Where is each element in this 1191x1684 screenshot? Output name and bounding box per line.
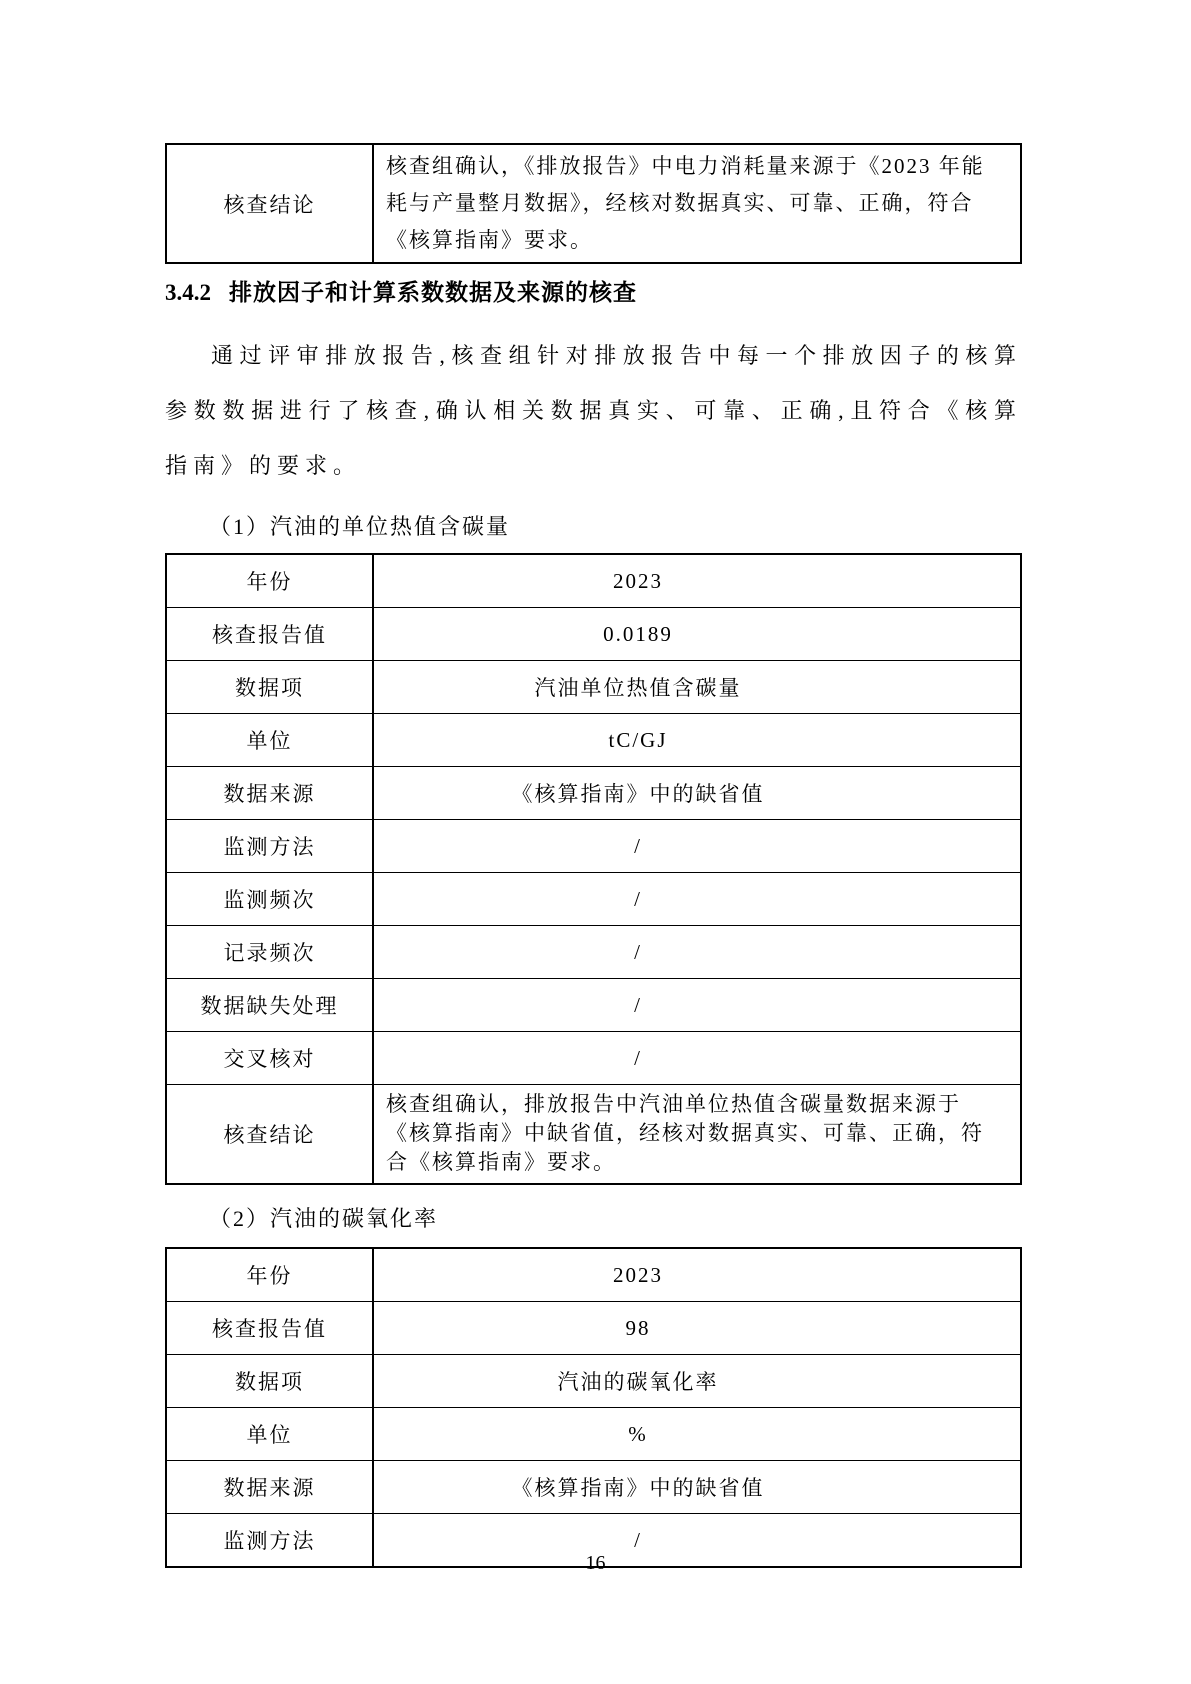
row-label: 数据项 [166,661,373,714]
table-row [166,1461,1021,1514]
row-value: / [373,926,1021,979]
row-label: 数据来源 [166,767,373,820]
table-row [166,1302,1021,1355]
row-label: 年份 [166,1248,373,1302]
table-row [166,926,1021,979]
row-label: 核查结论 [166,144,373,263]
table-row [166,979,1021,1032]
row-label: 监测方法 [166,1514,373,1568]
row-label: 单位 [166,1408,373,1461]
table-row [166,1408,1021,1461]
row-label: 数据缺失处理 [166,979,373,1032]
continued-verification-table [165,143,1022,264]
row-value: 2023 [373,1248,1021,1302]
row-value: 98 [373,1302,1021,1355]
row-value-conclusion: 核查组确认，《排放报告》中电力消耗量来源于《2023 年能耗与产量整月数据》，经核对数据真实、可靠、正确，符合《核算指南》要求。 [373,144,1021,263]
row-label: 数据来源 [166,1461,373,1514]
table-row [166,1248,1021,1302]
gasoline-oxidation-rate-table [165,1247,1022,1568]
table-row [166,873,1021,926]
subsection-2-heading: （2）汽油的碳氧化率 [209,1206,439,1231]
section-number: 3.4.2 [165,280,211,305]
row-value-conclusion: 核查组确认，排放报告中汽油单位热值含碳量数据来源于《核算指南》中缺省值，经核对数据真实、可靠、正确，符合《核算指南》要求。 [373,1085,1021,1185]
table-row [166,1032,1021,1085]
row-label: 监测频次 [166,873,373,926]
section-heading [165,280,1022,306]
row-label: 交叉核对 [166,1032,373,1085]
row-value: 2023 [373,554,1021,608]
row-label: 监测方法 [166,820,373,873]
row-value: 0.0189 [373,608,1021,661]
gasoline-carbon-content-table [165,553,1022,1185]
row-label: 核查报告值 [166,608,373,661]
row-value: / [373,1032,1021,1085]
row-value: / [373,820,1021,873]
row-label: 核查报告值 [166,1302,373,1355]
intro-paragraph: 通过评审排放报告,核查组针对排放报告中每一个排放因子的核算参数数据进行了核查,确认相关数据真实、可靠、正确,且符合《核算指南》的要求。 [165,343,1022,478]
row-label: 数据项 [166,1355,373,1408]
table-row [166,554,1021,608]
row-value: 《核算指南》中的缺省值 [373,767,1021,820]
table-row [166,608,1021,661]
table-row [166,144,1021,263]
section-title: 排放因子和计算系数数据及来源的核查 [229,280,637,305]
page-number: 16 [585,1552,606,1574]
row-label: 核查结论 [166,1085,373,1185]
table-row [166,1355,1021,1408]
row-value: % [373,1408,1021,1461]
row-label: 年份 [166,554,373,608]
row-value: / [373,1514,1021,1568]
row-value: 《核算指南》中的缺省值 [373,1461,1021,1514]
row-value: / [373,873,1021,926]
subsection-1-heading: （1）汽油的单位热值含碳量 [209,514,511,539]
table-row [166,767,1021,820]
row-value: tC/GJ [373,714,1021,767]
row-label: 单位 [166,714,373,767]
page-content [165,143,1022,1568]
row-value: 汽油单位热值含碳量 [373,661,1021,714]
row-value: / [373,979,1021,1032]
row-label: 记录频次 [166,926,373,979]
table-row [166,714,1021,767]
table-row [166,1085,1021,1185]
table-row [166,820,1021,873]
table-row [166,661,1021,714]
row-value: 汽油的碳氧化率 [373,1355,1021,1408]
